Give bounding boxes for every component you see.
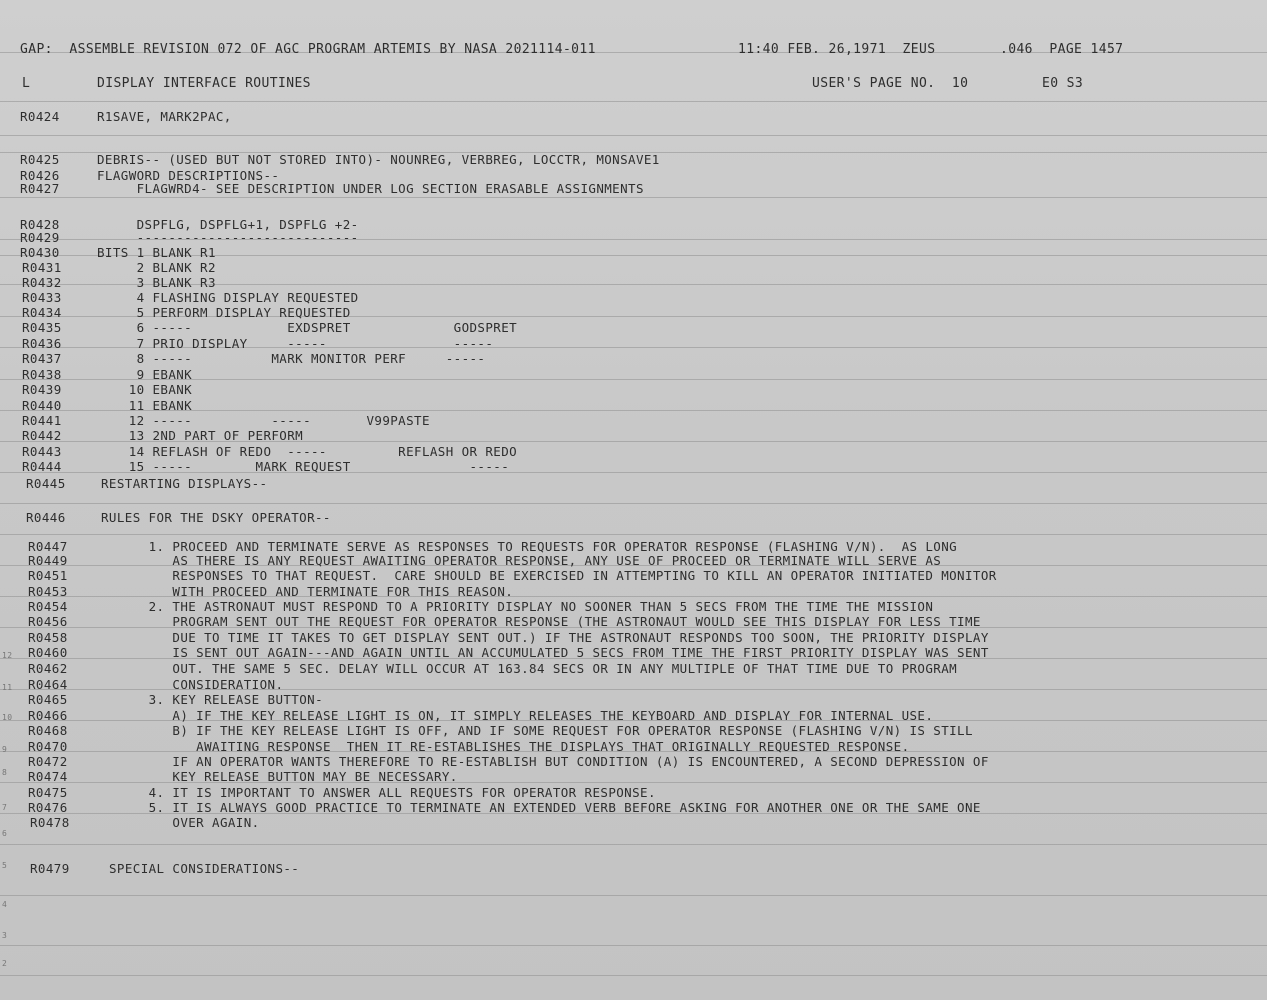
line-number: R0453: [28, 584, 68, 599]
listing-line: [0, 645, 1267, 661]
line-number: R0451: [28, 568, 68, 583]
line-number: R0433: [22, 290, 62, 305]
line-text: 12 ----- ----- V99PASTE: [97, 413, 430, 428]
line-text: 7 PRIO DISPLAY ----- -----: [97, 336, 494, 351]
header-page-number: .046 PAGE 1457: [1000, 42, 1124, 57]
listing-line: [0, 320, 1267, 336]
line-text: RESTARTING DISPLAYS--: [101, 476, 268, 491]
line-number: R0474: [28, 769, 68, 784]
listing-line: [0, 800, 1267, 816]
line-text: 14 REFLASH OF REDO ----- REFLASH OR REDO: [97, 444, 518, 459]
line-text: SPECIAL CONSIDERATIONS--: [109, 861, 300, 876]
line-text: 13 2ND PART OF PERFORM: [97, 428, 304, 443]
listing-line: [0, 785, 1267, 801]
line-number: R0466: [28, 708, 68, 723]
listing-line: [0, 382, 1267, 398]
line-text: 1. PROCEED AND TERMINATE SERVE AS RESPONSES TO REQUESTS FOR OPERATOR RESPONSE (FLASHING V/N). AS LONG: [109, 539, 958, 554]
line-number: R0429: [20, 230, 60, 245]
line-number: R0434: [22, 305, 62, 320]
listing-line: [0, 290, 1267, 306]
line-text: 5 PERFORM DISPLAY REQUESTED: [97, 305, 351, 320]
header-level: L: [22, 76, 31, 91]
margin-mark: 12: [2, 651, 13, 660]
listing-line: [0, 413, 1267, 429]
line-text: PROGRAM SENT OUT THE REQUEST FOR OPERATOR RESPONSE (THE ASTRONAUT WOULD SEE THIS DISPLAY FOR LESS TIME: [109, 614, 981, 629]
line-text: 9 EBANK: [97, 367, 193, 382]
header-datetime: 11:40 FEB. 26,1971 ZEUS: [738, 42, 936, 57]
line-number: R0446: [26, 510, 66, 525]
line-number: R0436: [22, 336, 62, 351]
margin-mark: 8: [2, 768, 8, 777]
line-text: DSPFLG, DSPFLG+1, DSPFLG +2-: [97, 217, 359, 232]
listing-line: [0, 109, 1267, 125]
line-number: R0443: [22, 444, 62, 459]
listing-line: [0, 181, 1267, 197]
listing-line: [0, 336, 1267, 352]
line-number: R0441: [22, 413, 62, 428]
listing-line: [0, 398, 1267, 414]
line-number: R0470: [28, 739, 68, 754]
line-text: OUT. THE SAME 5 SEC. DELAY WILL OCCUR AT 163.84 SECS OR IN ANY MULTIPLE OF THAT TIME DUE TO PROGRAM: [109, 661, 958, 676]
listing-line: [0, 599, 1267, 615]
line-number: R0447: [28, 539, 68, 554]
line-number: R0445: [26, 476, 66, 491]
line-text: FLAGWORD DESCRIPTIONS--: [97, 168, 280, 183]
line-text: 2 BLANK R2: [97, 260, 216, 275]
line-text: AWAITING RESPONSE THEN IT RE-ESTABLISHES THE DISPLAYS THAT ORIGINALLY REQUESTED RESPONSE.: [109, 739, 910, 754]
line-text: IF AN OPERATOR WANTS THEREFORE TO RE-ESTABLISH BUT CONDITION (A) IS ENCOUNTERED, A SECOND DEPRESSION OF: [109, 754, 989, 769]
line-text: AS THERE IS ANY REQUEST AWAITING OPERATOR RESPONSE, ANY USE OF PROCEED OR TERMINATE WILL SERVE AS: [109, 553, 942, 568]
line-number: R0432: [22, 275, 62, 290]
line-text: B) IF THE KEY RELEASE LIGHT IS OFF, AND IF SOME REQUEST FOR OPERATOR RESPONSE (FLASHING V/N) IS STILL: [109, 723, 973, 738]
listing-line: [0, 815, 1267, 831]
line-number: R0425: [20, 152, 60, 167]
line-number: R0460: [28, 645, 68, 660]
margin-mark: 4: [2, 900, 8, 909]
line-number: R0440: [22, 398, 62, 413]
line-number: R0479: [30, 861, 70, 876]
listing-line: [0, 861, 1267, 877]
line-text: DUE TO TIME IT TAKES TO GET DISPLAY SENT OUT.) IF THE ASTRONAUT RESPONDS TOO SOON, THE PRIORITY DISPLAY: [109, 630, 989, 645]
listing-line: [0, 769, 1267, 785]
listing-line: [0, 614, 1267, 630]
line-text: KEY RELEASE BUTTON MAY BE NECESSARY.: [109, 769, 458, 784]
header-line-1: [0, 42, 1124, 58]
listing-line: [0, 245, 1267, 261]
line-number: R0468: [28, 723, 68, 738]
line-number: R0428: [20, 217, 60, 232]
line-number: R0426: [20, 168, 60, 183]
line-number: R0427: [20, 181, 60, 196]
line-text: WITH PROCEED AND TERMINATE FOR THIS REASON.: [109, 584, 514, 599]
line-number: R0454: [28, 599, 68, 614]
line-number: R0438: [22, 367, 62, 382]
margin-mark: 9: [2, 745, 8, 754]
margin-mark: 6: [2, 829, 8, 838]
line-text: IS SENT OUT AGAIN---AND AGAIN UNTIL AN ACCUMULATED 5 SECS FROM TIME THE FIRST PRIORITY DISPLAY WAS SENT: [109, 645, 989, 660]
margin-mark: 7: [2, 803, 8, 812]
listing-line: [0, 305, 1267, 321]
line-text: 4 FLASHING DISPLAY REQUESTED: [97, 290, 359, 305]
line-text: R1SAVE, MARK2PAC,: [97, 109, 232, 124]
line-text: CONSIDERATION.: [109, 677, 284, 692]
listing-line: [0, 739, 1267, 755]
line-text: 15 ----- MARK REQUEST -----: [97, 459, 510, 474]
line-text: A) IF THE KEY RELEASE LIGHT IS ON, IT SIMPLY RELEASES THE KEYBOARD AND DISPLAY FOR INTERNAL USE.: [109, 708, 934, 723]
line-text: 11 EBANK: [97, 398, 193, 413]
header-section-title: DISPLAY INTERFACE ROUTINES: [97, 76, 311, 91]
margin-mark: 5: [2, 861, 8, 870]
line-number: R0444: [22, 459, 62, 474]
line-text: RULES FOR THE DSKY OPERATOR--: [101, 510, 331, 525]
listing-line: [0, 275, 1267, 291]
listing-line: [0, 260, 1267, 276]
header-line-2: [0, 76, 1084, 92]
listing-line: [0, 510, 1267, 526]
listing-line: [0, 230, 1267, 246]
listing-line: [0, 459, 1267, 475]
line-text: 6 ----- EXDSPRET GODSPRET: [97, 320, 518, 335]
margin-mark: 10: [2, 713, 13, 722]
line-number: R0462: [28, 661, 68, 676]
line-text: OVER AGAIN.: [109, 815, 260, 830]
margin-mark: 2: [2, 959, 8, 968]
line-text: 5. IT IS ALWAYS GOOD PRACTICE TO TERMINATE AN EXTENDED VERB BEFORE ASKING FOR ANOTHER ONE OR THE SAME ONE: [109, 800, 981, 815]
listing-line: [0, 692, 1267, 708]
header-users-page: USER'S PAGE NO. 10: [812, 76, 969, 91]
listing-line: [0, 152, 1267, 168]
line-number: R0465: [28, 692, 68, 707]
line-number: R0439: [22, 382, 62, 397]
listing-line: [0, 754, 1267, 770]
line-number: R0437: [22, 351, 62, 366]
line-number: R0478: [30, 815, 70, 830]
listing-line: [0, 351, 1267, 367]
listing-line: [0, 630, 1267, 646]
listing-line: [0, 553, 1267, 569]
line-number: R0449: [28, 553, 68, 568]
line-number: R0431: [22, 260, 62, 275]
line-text: 2. THE ASTRONAUT MUST RESPOND TO A PRIORITY DISPLAY NO SOONER THAN 5 SECS FROM THE TIME THE MISSION: [109, 599, 934, 614]
line-number: R0476: [28, 800, 68, 815]
listing-line: [0, 444, 1267, 460]
line-text: 3 BLANK R3: [97, 275, 216, 290]
listing-line: [0, 708, 1267, 724]
line-number: R0430: [20, 245, 60, 260]
header-eo-code: E0 S3: [1042, 76, 1084, 91]
line-number: R0424: [20, 109, 60, 124]
line-text: 4. IT IS IMPORTANT TO ANSWER ALL REQUESTS FOR OPERATOR RESPONSE.: [109, 785, 656, 800]
line-text: 3. KEY RELEASE BUTTON-: [109, 692, 323, 707]
line-text: DEBRIS-- (USED BUT NOT STORED INTO)- NOUNREG, VERBREG, LOCCTR, MONSAVE1: [97, 152, 660, 167]
listing-line: [0, 476, 1267, 492]
line-text: 8 ----- MARK MONITOR PERF -----: [97, 351, 486, 366]
line-text: ----------------------------: [97, 230, 359, 245]
line-number: R0464: [28, 677, 68, 692]
line-text: 10 EBANK: [97, 382, 193, 397]
line-number: R0458: [28, 630, 68, 645]
line-number: R0456: [28, 614, 68, 629]
line-number: R0435: [22, 320, 62, 335]
listing-line: [0, 367, 1267, 383]
line-number: R0442: [22, 428, 62, 443]
line-number: R0475: [28, 785, 68, 800]
line-text: RESPONSES TO THAT REQUEST. CARE SHOULD BE EXERCISED IN ATTEMPTING TO KILL AN OPERATOR INITIATED MONITOR: [109, 568, 997, 583]
listing-line: [0, 428, 1267, 444]
listing-line: [0, 661, 1267, 677]
line-text: BITS 1 BLANK R1: [97, 245, 216, 260]
listing-line: [0, 677, 1267, 693]
listing-line: [0, 584, 1267, 600]
margin-mark: 3: [2, 931, 8, 940]
margin-mark: 11: [2, 683, 13, 692]
listing-line: [0, 568, 1267, 584]
listing-line: [0, 723, 1267, 739]
line-text: FLAGWRD4- SEE DESCRIPTION UNDER LOG SECTION ERASABLE ASSIGNMENTS: [97, 181, 644, 196]
line-number: R0472: [28, 754, 68, 769]
header-assembly-info: GAP: ASSEMBLE REVISION 072 OF AGC PROGRAM ARTEMIS BY NASA 2021114-011: [20, 42, 596, 57]
